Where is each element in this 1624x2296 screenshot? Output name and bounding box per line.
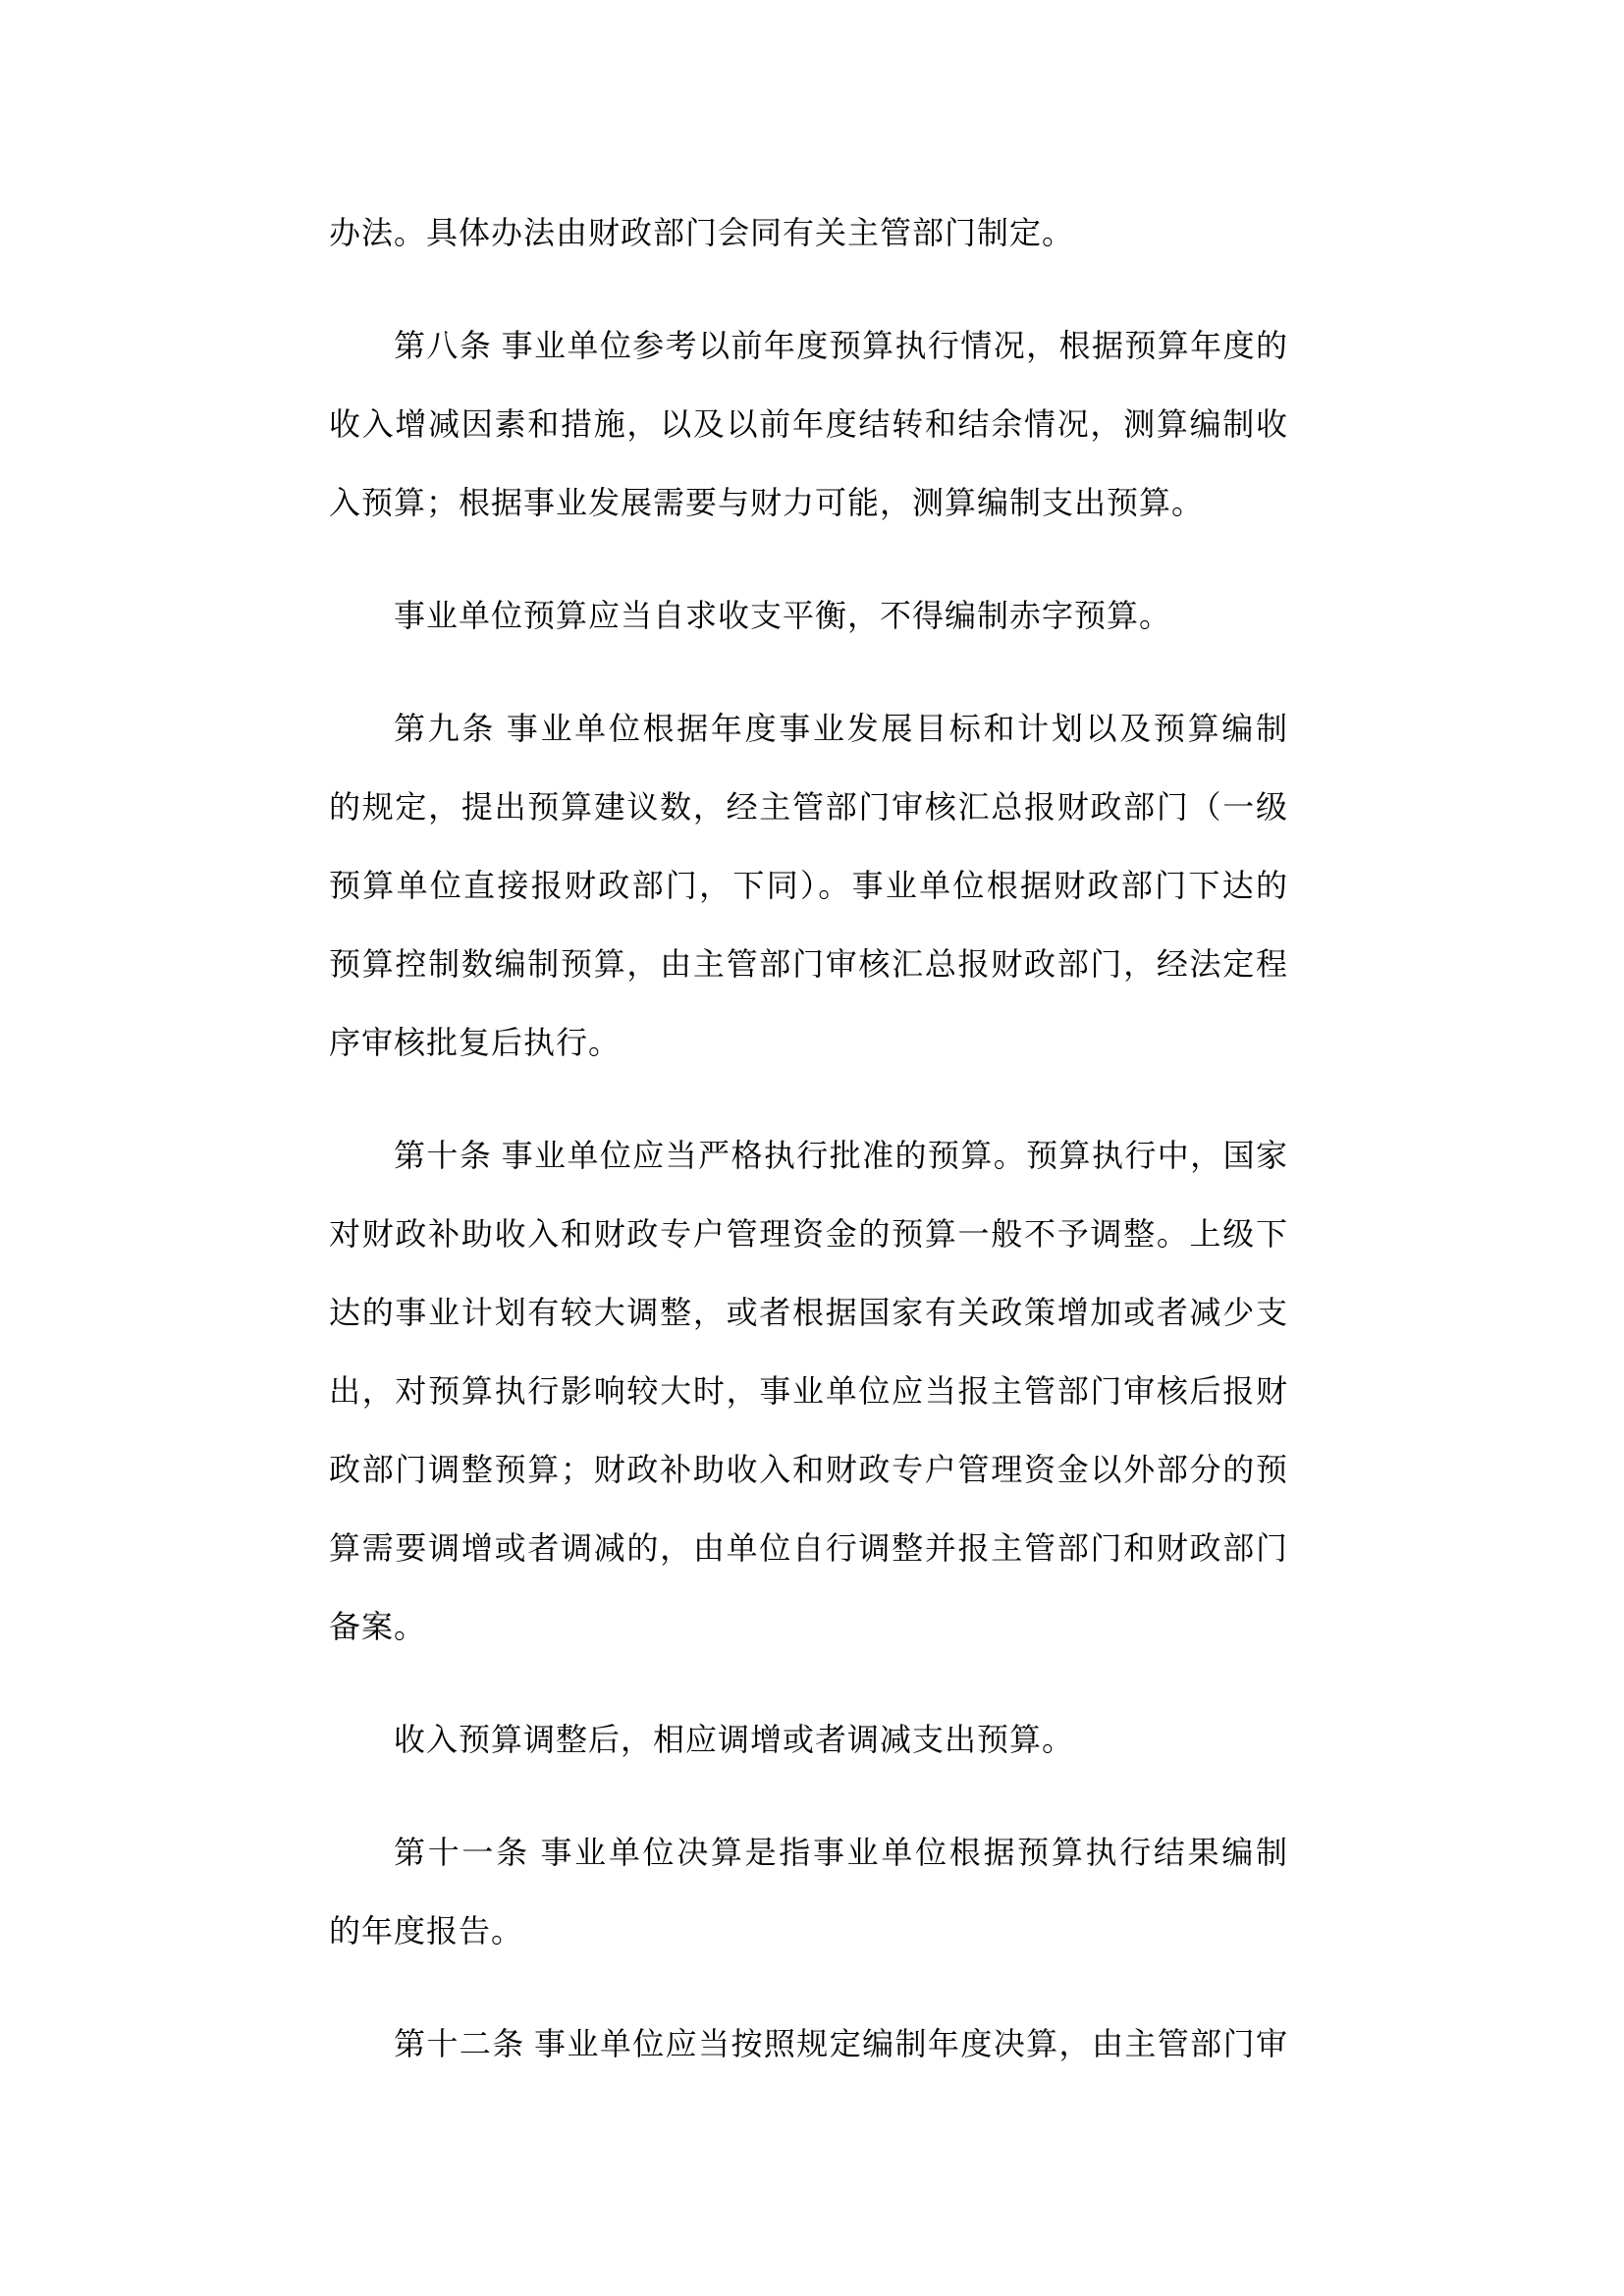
document-text-block xyxy=(329,193,1288,2117)
paragraph xyxy=(329,1116,1288,1666)
text-line: 对财政补助收入和财政专户管理资金的预算一般不予调整。上级下 xyxy=(329,1216,1288,1252)
paragraph xyxy=(329,1700,1288,1779)
paragraph xyxy=(329,306,1288,542)
paragraph xyxy=(329,193,1288,272)
paragraph xyxy=(329,2004,1288,2083)
text-line: 办法。具体办法由财政部门会同有关主管部门制定。 xyxy=(329,215,1075,250)
text-line: 第十一条 事业单位决算是指事业单位根据预算执行结果编制 xyxy=(394,1835,1288,1870)
text-line: 收入预算调整后，相应调增或者调减支出预算。 xyxy=(394,1722,1075,1757)
text-line: 的年度报告。 xyxy=(329,1913,524,1949)
text-line: 第十二条 事业单位应当按照规定编制年度决算，由主管部门审 xyxy=(394,2026,1288,2061)
text-line: 的规定，提出预算建议数，经主管部门审核汇总报财政部门（一级 xyxy=(329,789,1288,825)
text-line: 算需要调增或者调减的，由单位自行调整并报主管部门和财政部门 xyxy=(329,1530,1288,1566)
text-line: 收入增减因素和措施，以及以前年度结转和结余情况，测算编制收 xyxy=(329,406,1288,442)
paragraph xyxy=(329,576,1288,655)
text-line: 第八条 事业单位参考以前年度预算执行情况，根据预算年度的 xyxy=(394,328,1288,363)
text-line: 预算单位直接报财政部门，下同）。事业单位根据财政部门下达的 xyxy=(329,868,1288,903)
text-line: 备案。 xyxy=(329,1609,427,1644)
text-line: 第九条 事业单位根据年度事业发展目标和计划以及预算编制 xyxy=(394,711,1288,746)
paragraph xyxy=(329,1813,1288,1970)
text-line: 事业单位预算应当自求收支平衡，不得编制赤字预算。 xyxy=(394,598,1172,633)
text-line: 预算控制数编制预算，由主管部门审核汇总报财政部门，经法定程 xyxy=(329,946,1288,982)
text-line: 第十条 事业单位应当严格执行批准的预算。预算执行中，国家 xyxy=(394,1138,1288,1173)
text-line: 序审核批复后执行。 xyxy=(329,1025,622,1060)
paragraph xyxy=(329,689,1288,1082)
text-line: 达的事业计划有较大调整，或者根据国家有关政策增加或者减少支 xyxy=(329,1295,1288,1330)
text-line: 入预算；根据事业发展需要与财力可能，测算编制支出预算。 xyxy=(329,485,1205,520)
text-line: 出，对预算执行影响较大时，事业单位应当报主管部门审核后报财 xyxy=(329,1373,1288,1409)
text-line: 政部门调整预算；财政补助收入和财政专户管理资金以外部分的预 xyxy=(329,1452,1288,1487)
